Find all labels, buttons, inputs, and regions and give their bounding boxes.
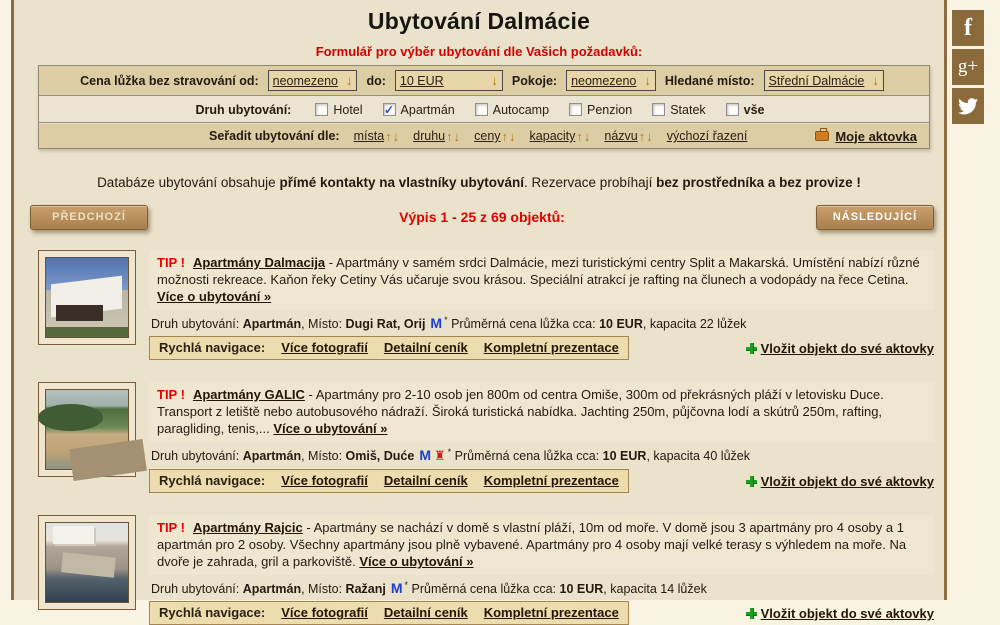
checkbox-label: Autocamp <box>492 102 550 117</box>
listing-description <box>149 382 934 442</box>
results-status: Výpis 1 - 25 z 69 objektů: <box>399 209 565 225</box>
checkbox-penzion[interactable] <box>569 103 582 116</box>
rooms-label: Pokoje: <box>511 73 558 88</box>
sort-asc-icon[interactable]: ↑ <box>501 128 509 144</box>
add-to-briefcase <box>746 606 934 621</box>
price-filter-row <box>39 66 929 97</box>
price-list-link[interactable]: Detailní ceník <box>383 605 468 621</box>
place-label: , Místo: <box>301 449 343 464</box>
listing-description-text: - Apartmány v samém srdci Dalmácie, mezi turistickými centry Split a Makarská. Umístění nabízí různé možnosti rekreace. Kaňon řeky Cetiny Vás učaruje svou krásou. Speciální atrakcí je rafting na člunech a vodopády na řece Cetina. <box>157 255 920 287</box>
listing-photo[interactable] <box>45 389 129 470</box>
listing-title-link[interactable]: Apartmány GALIC <box>192 387 305 403</box>
plus-icon <box>746 476 757 487</box>
listing-photo-frame <box>38 515 136 610</box>
filter-form <box>38 65 930 149</box>
sort-asc-icon[interactable]: ↑ <box>446 128 453 144</box>
listing-info <box>151 447 934 464</box>
listing-nav-row <box>149 336 934 360</box>
intro-part: Databáze ubytování obsahuje <box>97 175 280 190</box>
place-label: , Místo: <box>301 582 343 597</box>
price-from-label: Cena lůžka bez stravování od: <box>80 73 259 88</box>
add-to-briefcase <box>746 341 934 356</box>
checkbox-apartman[interactable] <box>383 103 396 116</box>
sort-desc-icon[interactable]: ↓ <box>392 128 400 144</box>
briefcase-icon <box>815 131 829 141</box>
price-from-value: neomezeno <box>272 73 338 88</box>
listing-capacity: , kapacita 22 lůžek <box>642 317 747 332</box>
sort-default-link[interactable]: výchozí řazení <box>666 129 748 143</box>
listing-body <box>149 515 934 625</box>
type-option-hotel <box>315 103 362 117</box>
listing-type: Apartmán <box>242 317 302 332</box>
listing-price: 10 EUR <box>602 449 647 464</box>
type-option-vse <box>726 103 765 117</box>
sort-link-nazvu[interactable]: názvu <box>604 129 638 143</box>
listing-body <box>149 250 934 360</box>
listing-price: 10 EUR <box>599 317 643 332</box>
price-to-value: 10 EUR <box>399 73 444 88</box>
main-column <box>11 0 947 621</box>
quick-nav-box <box>149 336 629 360</box>
type-label: Druh ubytování: <box>195 102 292 117</box>
checkbox-statek[interactable] <box>652 103 665 116</box>
sort-desc-icon[interactable]: ↓ <box>509 128 516 144</box>
listing-nav-row <box>149 601 934 625</box>
listing-nav-row <box>149 469 934 493</box>
checkbox-label: vše <box>743 102 765 117</box>
pagination <box>30 204 934 230</box>
tip-badge: TIP ! <box>157 387 185 403</box>
sort-asc-icon[interactable]: ↑ <box>385 128 392 144</box>
add-to-briefcase-link[interactable]: Vložit objekt do své aktovky <box>760 605 934 621</box>
place-label: , Místo: <box>301 317 343 332</box>
sort-link-mista[interactable]: místa <box>353 129 385 143</box>
listing-body <box>149 382 934 493</box>
full-presentation-link[interactable]: Kompletní prezentace <box>483 473 619 489</box>
listing-title-link[interactable]: Apartmány Rajcic <box>192 520 303 536</box>
more-photos-link[interactable]: Více fotografií <box>281 605 368 621</box>
tip-badge: TIP ! <box>157 520 185 536</box>
listing-place: Omiš, Duće <box>345 449 415 464</box>
add-to-briefcase-link[interactable]: Vložit objekt do své aktovky <box>760 340 934 356</box>
dropdown-arrow-icon: ↓ <box>644 73 651 88</box>
sort-row <box>39 124 929 148</box>
dropdown-arrow-icon: ↓ <box>872 73 879 88</box>
intro-text <box>24 175 934 190</box>
more-photos-link[interactable]: Více fotografií <box>281 340 368 356</box>
price-to-label: do: <box>366 73 386 88</box>
twitter-icon[interactable] <box>952 88 984 124</box>
page-title: Ubytování Dalmácie <box>367 8 591 34</box>
listing-type: Apartmán <box>242 449 302 464</box>
quick-nav-box <box>149 469 629 493</box>
plus-icon <box>746 608 757 619</box>
type-label: Druh ubytování: <box>151 582 240 597</box>
sort-by-place <box>354 129 400 144</box>
dropdown-arrow-icon: ↓ <box>491 73 498 88</box>
listing-item <box>38 515 934 625</box>
next-button[interactable]: NÁSLEDUJÍCÍ <box>816 205 934 230</box>
full-presentation-link[interactable]: Kompletní prezentace <box>483 340 619 356</box>
checkbox-label: Statek <box>670 102 706 117</box>
listing-description-text: - Apartmány pro 2-10 osob jen 800m od centra Omiše, 300m od překrásných pláží v letovisku Duce. Transport z letiště nebo autobusového nádraží. Široká turistická nabídka. Jachting 250m, půjčovna lodí a skútrů 250m, rafting, paragliding, tenis,... <box>157 387 884 437</box>
map-icon[interactable]: M <box>390 580 403 597</box>
type-filter-row <box>39 97 929 124</box>
listing-description-text: - Apartmány se nachází v domě s vlastní pláží, 10m od moře. V domě jsou 3 apartmány pro 4 osoby a 1 apartmán pro 2 osoby. Všechny apartmány jsou plně vybavené. Apartmány pro 4 osoby mají velké terasy s výhledem na moře. Na dvoře je zahrada, gril a parkoviště. <box>157 520 907 570</box>
price-label: Průměrná cena lůžka cca: <box>454 449 600 464</box>
listing-price: 10 EUR <box>559 582 604 597</box>
sort-link-druhu[interactable]: druhu <box>413 129 446 143</box>
previous-button[interactable]: PŘEDCHOZÍ <box>30 205 148 230</box>
listing-place: Dugi Rat, Orij <box>345 317 426 332</box>
sort-asc-icon[interactable]: ↑ <box>576 128 583 144</box>
type-option-penzion <box>569 103 632 117</box>
footnote-star: * <box>444 315 448 325</box>
type-option-autocamp <box>475 103 549 117</box>
full-presentation-link[interactable]: Kompletní prezentace <box>483 605 619 621</box>
sort-link-ceny[interactable]: ceny <box>474 129 501 143</box>
tip-badge: TIP ! <box>157 255 185 270</box>
price-label: Průměrná cena lůžka cca: <box>411 582 557 597</box>
listing-description <box>149 515 934 575</box>
map-icon[interactable]: M <box>419 447 431 464</box>
listing-photo[interactable] <box>45 522 129 603</box>
checkbox-vse[interactable] <box>726 103 739 116</box>
listing-type: Apartmán <box>242 582 302 597</box>
more-info-link[interactable]: Více o ubytování » <box>157 289 272 304</box>
listing-item <box>38 250 934 360</box>
rooms-select[interactable] <box>566 70 656 91</box>
place-label: Hledané místo: <box>664 73 755 88</box>
quick-nav-label: Rychlá navigace: <box>159 340 266 356</box>
sort-desc-icon[interactable]: ↓ <box>583 128 591 144</box>
intro-bold: přímé kontakty na vlastníky ubytování <box>279 175 525 190</box>
map-icon[interactable]: M <box>430 315 443 332</box>
listing-photo[interactable] <box>45 257 129 338</box>
listing-photo-frame <box>38 382 136 477</box>
price-list-link[interactable]: Detailní ceník <box>383 473 468 489</box>
sort-asc-icon[interactable]: ↑ <box>638 128 646 144</box>
add-to-briefcase <box>746 474 934 489</box>
place-value: Střední Dalmácie <box>768 73 865 88</box>
type-label: Druh ubytování: <box>151 449 240 464</box>
checkbox-label: Hotel <box>333 102 363 117</box>
footnote-star: * <box>404 580 409 591</box>
plus-icon <box>746 343 757 354</box>
listing-info <box>151 315 934 331</box>
sort-desc-icon[interactable]: ↓ <box>646 128 653 144</box>
social-rail <box>952 10 984 124</box>
listing-place: Ražanj <box>345 582 386 597</box>
intro-part: . Rezervace probíhají <box>524 175 657 190</box>
sort-desc-icon[interactable]: ↓ <box>453 128 461 144</box>
listing-capacity: , kapacita 14 lůžek <box>603 582 707 597</box>
quick-nav-label: Rychlá navigace: <box>159 473 266 489</box>
price-label: Průměrná cena lůžka cca: <box>451 317 596 332</box>
add-to-briefcase-link[interactable]: Vložit objekt do své aktovky <box>760 473 934 489</box>
place-select[interactable] <box>764 70 884 91</box>
sort-by-name <box>604 129 652 144</box>
footnote-star: * <box>447 447 452 458</box>
sort-label: Seřadit ubytování dle: <box>209 129 340 143</box>
rooms-value: neomezeno <box>571 73 637 88</box>
checkbox-label: Apartmán <box>400 102 455 117</box>
sort-by-type <box>413 129 460 144</box>
checkbox-hotel[interactable] <box>315 103 328 116</box>
quick-nav-box <box>149 601 629 625</box>
checkbox-autocamp[interactable] <box>475 103 488 116</box>
google-plus-icon[interactable]: g+ <box>952 49 984 85</box>
listing-item <box>38 382 934 493</box>
price-to-select[interactable] <box>395 70 503 91</box>
quick-nav-label: Rychlá navigace: <box>159 605 266 621</box>
dropdown-arrow-icon: ↓ <box>345 73 353 88</box>
sort-link-kapacity[interactable]: kapacity <box>529 129 576 143</box>
my-briefcase-link[interactable]: Moje aktovka <box>835 128 917 144</box>
listing-description <box>149 250 934 310</box>
listing-title-link[interactable]: Apartmány Dalmacija <box>192 255 326 270</box>
listings <box>38 250 934 625</box>
my-briefcase <box>815 129 917 144</box>
castle-icon[interactable]: ♜ <box>434 448 446 464</box>
checkbox-label: Penzion <box>587 102 633 117</box>
more-photos-link[interactable]: Více fotografií <box>281 473 368 489</box>
form-heading: Formulář pro výběr ubytování dle Vašich požadavků: <box>315 44 643 59</box>
type-label: Druh ubytování: <box>151 317 240 332</box>
sort-by-capacity <box>530 129 591 144</box>
facebook-icon[interactable]: f <box>952 10 984 46</box>
price-from-select[interactable] <box>268 70 358 91</box>
listing-info <box>151 580 934 596</box>
type-option-apartman <box>383 103 455 117</box>
price-list-link[interactable]: Detailní ceník <box>383 340 468 356</box>
listing-photo-frame <box>38 250 136 345</box>
intro-bold: bez prostředníka a bez provize ! <box>656 175 861 190</box>
listing-capacity: , kapacita 40 lůžek <box>646 449 750 464</box>
sort-by-price <box>474 129 515 144</box>
more-info-link[interactable]: Více o ubytování » <box>359 554 474 570</box>
type-option-statek <box>652 103 705 117</box>
more-info-link[interactable]: Více o ubytování » <box>273 421 388 437</box>
